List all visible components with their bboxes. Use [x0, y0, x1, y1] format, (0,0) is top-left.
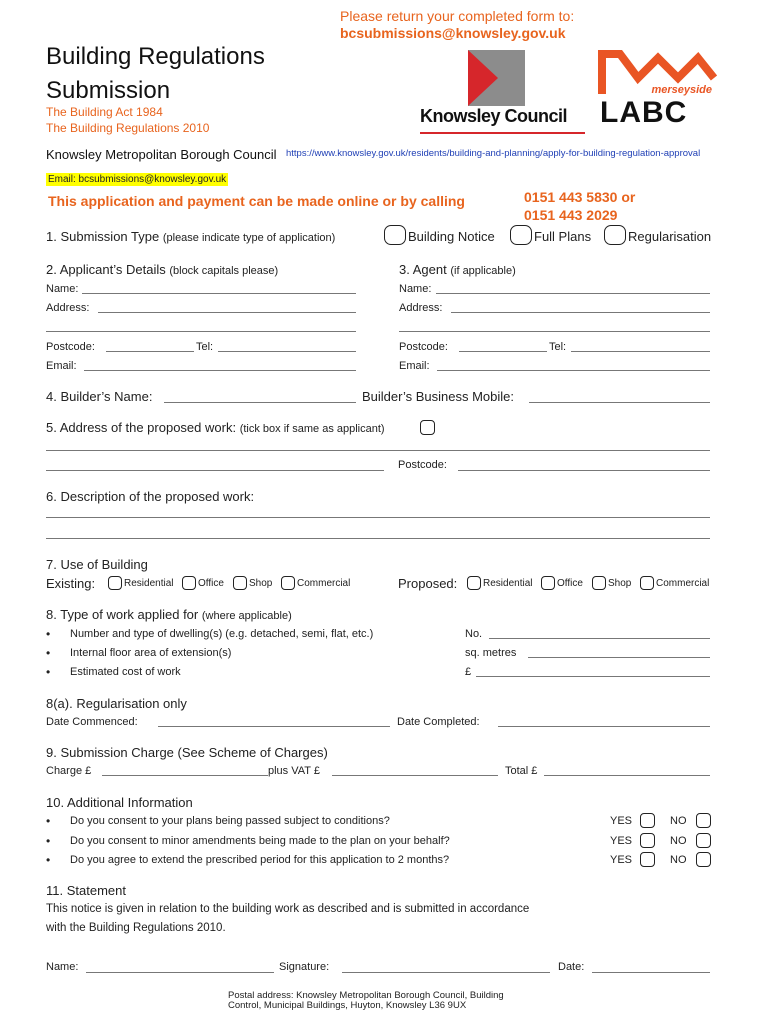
- payment-phone-numbers: [524, 188, 635, 224]
- title-line-1: Building Regulations: [46, 43, 265, 70]
- proposed-shop-label: Shop: [608, 578, 632, 589]
- section-1-heading: [46, 229, 335, 244]
- building-notice-checkbox[interactable]: [384, 225, 406, 245]
- return-email[interactable]: bcsubmissions@knowsley.gov.uk: [340, 25, 566, 41]
- agent-tel-label: Tel:: [549, 341, 567, 353]
- proposed-commercial-label: Commercial: [656, 578, 710, 589]
- bullet-icon: •: [46, 646, 51, 660]
- section-5-heading: [46, 420, 385, 435]
- section-10-label: 10. Additional Information: [46, 795, 193, 810]
- charge-label: Charge £: [46, 765, 92, 777]
- regularisation-label: Regularisation: [628, 229, 712, 244]
- agent-tel-field[interactable]: [571, 351, 710, 352]
- applicant-address-label: Address:: [46, 302, 90, 314]
- question-amendments: Do you consent to minor amendments being made to the plan on your behalf?: [70, 835, 450, 847]
- contact-email[interactable]: Email: bcsubmissions@knowsley.gov.uk: [48, 174, 227, 185]
- section-7-label: 7. Use of Building: [46, 557, 148, 572]
- date-completed-label: Date Completed:: [397, 716, 480, 728]
- dwelling-type-text: Number and type of dwelling(s) (e.g. detached, semi, flat, etc.): [70, 628, 374, 640]
- description-field-2[interactable]: [46, 538, 710, 539]
- page-title: [46, 40, 265, 108]
- existing-office-label: Office: [198, 578, 224, 589]
- extend-yes-checkbox[interactable]: [640, 852, 655, 867]
- question-extend-period: Do you agree to extend the prescribed period for this application to 2 months?: [70, 854, 450, 866]
- proposed-residential-checkbox[interactable]: [467, 576, 481, 590]
- no-label: NO: [670, 835, 687, 847]
- phone-2: 0151 443 2029: [524, 207, 618, 223]
- existing-shop-label: Shop: [249, 578, 273, 589]
- applicant-address-field-1[interactable]: [98, 312, 356, 313]
- date-completed-field[interactable]: [498, 726, 710, 727]
- labc-merseyside-text: merseyside: [651, 84, 712, 96]
- agent-email-field[interactable]: [437, 370, 710, 371]
- section-2-heading: [46, 262, 278, 277]
- agent-name-label: Name:: [399, 283, 432, 295]
- bullet-icon: •: [46, 834, 51, 848]
- agent-name-field[interactable]: [436, 293, 710, 294]
- proposed-office-label: Office: [557, 578, 583, 589]
- existing-commercial-checkbox[interactable]: [281, 576, 295, 590]
- existing-label: Existing:: [46, 576, 96, 591]
- date-commenced-label: Date Commenced:: [46, 716, 138, 728]
- same-as-applicant-checkbox[interactable]: [420, 420, 435, 435]
- section-8a-label: 8(a). Regularisation only: [46, 696, 187, 711]
- payment-notice: This application and payment can be made online or by calling: [48, 193, 465, 209]
- council-name: Knowsley Metropolitan Borough Council: [46, 147, 277, 162]
- yes-label: YES: [610, 854, 633, 866]
- conditions-yes-checkbox[interactable]: [640, 813, 655, 828]
- applicant-email-field[interactable]: [84, 370, 356, 371]
- applicant-address-field-2[interactable]: [46, 331, 356, 332]
- section-2-hint: (block capitals please): [169, 265, 279, 277]
- applicant-name-field[interactable]: [82, 293, 356, 294]
- cost-of-work-text: Estimated cost of work: [70, 666, 181, 678]
- floor-area-label: sq. metres: [465, 647, 517, 659]
- builder-name-label: 4. Builder’s Name:: [46, 389, 153, 404]
- signoff-name-label: Name:: [46, 961, 79, 973]
- dwelling-number-label: No.: [465, 628, 483, 640]
- section-8-hint: (where applicable): [201, 610, 292, 622]
- charge-field[interactable]: [102, 775, 268, 776]
- builder-mobile-field[interactable]: [529, 402, 710, 403]
- postal-address-line-1: Postal address: Knowsley Metropolitan Borough Council, Building: [228, 990, 504, 1001]
- building-act: The Building Act 1984: [46, 105, 163, 119]
- existing-residential-checkbox[interactable]: [108, 576, 122, 590]
- section-3-hint: (if applicable): [450, 265, 516, 277]
- full-plans-label: Full Plans: [534, 229, 592, 244]
- agent-postcode-field[interactable]: [459, 351, 547, 352]
- phone-1: 0151 443 5830 or: [524, 189, 636, 205]
- agent-address-field-1[interactable]: [451, 312, 710, 313]
- builder-mobile-label: Builder’s Business Mobile:: [362, 389, 514, 404]
- section-1-hint: (please indicate type of application): [162, 232, 336, 244]
- yes-label: YES: [610, 815, 633, 827]
- bullet-icon: •: [46, 853, 51, 867]
- applicant-name-label: Name:: [46, 283, 79, 295]
- amendments-yes-checkbox[interactable]: [640, 833, 655, 848]
- question-conditions: Do you consent to your plans being passed subject to conditions?: [70, 815, 390, 827]
- statement-line-1: This notice is given in relation to the building work as described and is submitted in accordance: [46, 903, 530, 915]
- postal-address: [228, 991, 504, 1011]
- section-8-label: 8. Type of work applied for: [46, 607, 199, 622]
- proposed-shop-checkbox[interactable]: [592, 576, 606, 590]
- proposed-office-checkbox[interactable]: [541, 576, 555, 590]
- amendments-no-checkbox[interactable]: [696, 833, 711, 848]
- description-field-1[interactable]: [46, 517, 710, 518]
- section-5-label: 5. Address of the proposed work:: [46, 420, 237, 435]
- bullet-icon: •: [46, 627, 51, 641]
- section-5-hint: (tick box if same as applicant): [239, 423, 385, 435]
- cost-of-work-label: £: [465, 666, 472, 678]
- total-label: Total £: [505, 765, 538, 777]
- conditions-no-checkbox[interactable]: [696, 813, 711, 828]
- applicant-tel-label: Tel:: [196, 341, 214, 353]
- knowsley-council-logo: [420, 48, 585, 136]
- date-commenced-field[interactable]: [158, 726, 390, 727]
- section-2-label: 2. Applicant’s Details: [46, 262, 166, 277]
- yes-label: YES: [610, 835, 633, 847]
- statement-line-2: with the Building Regulations 2010.: [46, 922, 226, 934]
- extend-no-checkbox[interactable]: [696, 852, 711, 867]
- floor-area-field[interactable]: [528, 657, 710, 658]
- agent-address-label: Address:: [399, 302, 443, 314]
- act-references: [46, 104, 209, 136]
- builder-name-field[interactable]: [164, 402, 356, 403]
- signoff-name-field[interactable]: [86, 972, 274, 973]
- application-url[interactable]: https://www.knowsley.gov.uk/residents/building-and-planning/apply-for-building-regulation-approval: [286, 148, 701, 159]
- dwelling-number-field[interactable]: [489, 638, 710, 639]
- work-postcode-field[interactable]: [458, 470, 710, 471]
- section-9-label: 9. Submission Charge (See Scheme of Charges): [46, 745, 328, 760]
- proposed-residential-label: Residential: [483, 578, 533, 589]
- title-line-2: Submission: [46, 77, 171, 104]
- no-label: NO: [670, 815, 687, 827]
- section-1-label: 1. Submission Type: [46, 229, 160, 244]
- total-field[interactable]: [544, 775, 710, 776]
- building-notice-label: Building Notice: [408, 229, 495, 244]
- labc-text: LABC: [600, 96, 688, 129]
- cost-of-work-field[interactable]: [476, 676, 710, 677]
- proposed-commercial-checkbox[interactable]: [640, 576, 654, 590]
- signature-field[interactable]: [342, 972, 550, 973]
- section-8-heading: [46, 607, 292, 622]
- return-instruction: Please return your completed form to:: [340, 8, 575, 24]
- merseyside-labc-logo: [598, 48, 718, 130]
- work-postcode-label: Postcode:: [398, 459, 447, 471]
- section-11-label: 11. Statement: [46, 883, 126, 898]
- agent-postcode-label: Postcode:: [399, 341, 448, 353]
- signoff-date-label: Date:: [558, 961, 585, 973]
- applicant-postcode-label: Postcode:: [46, 341, 95, 353]
- section-3-heading: [399, 262, 516, 277]
- agent-address-field-2[interactable]: [399, 331, 710, 332]
- section-6-label: 6. Description of the proposed work:: [46, 489, 255, 504]
- existing-shop-checkbox[interactable]: [233, 576, 247, 590]
- work-address-field-1[interactable]: [46, 450, 710, 451]
- vat-label: plus VAT £: [268, 765, 320, 777]
- no-label: NO: [670, 854, 687, 866]
- postal-address-line-2: Control, Municipal Buildings, Huyton, Knowsley L36 9UX: [228, 1000, 467, 1011]
- applicant-tel-field[interactable]: [218, 351, 356, 352]
- building-regulations: The Building Regulations 2010: [46, 121, 210, 135]
- agent-email-label: Email:: [399, 360, 430, 372]
- proposed-label: Proposed:: [398, 576, 458, 591]
- full-plans-checkbox[interactable]: [510, 225, 532, 245]
- existing-commercial-label: Commercial: [297, 578, 351, 589]
- applicant-postcode-field[interactable]: [106, 351, 194, 352]
- existing-office-checkbox[interactable]: [182, 576, 196, 590]
- applicant-email-label: Email:: [46, 360, 77, 372]
- vat-field[interactable]: [332, 775, 498, 776]
- regularisation-checkbox[interactable]: [604, 225, 626, 245]
- bullet-icon: •: [46, 665, 51, 679]
- signoff-date-field[interactable]: [592, 972, 710, 973]
- signature-label: Signature:: [279, 961, 330, 973]
- floor-area-text: Internal floor area of extension(s): [70, 647, 232, 659]
- section-3-label: 3. Agent: [399, 262, 447, 277]
- work-address-field-2[interactable]: [46, 470, 384, 471]
- bullet-icon: •: [46, 814, 51, 828]
- knowsley-logo-text: Knowsley Council: [420, 106, 568, 126]
- existing-residential-label: Residential: [124, 578, 174, 589]
